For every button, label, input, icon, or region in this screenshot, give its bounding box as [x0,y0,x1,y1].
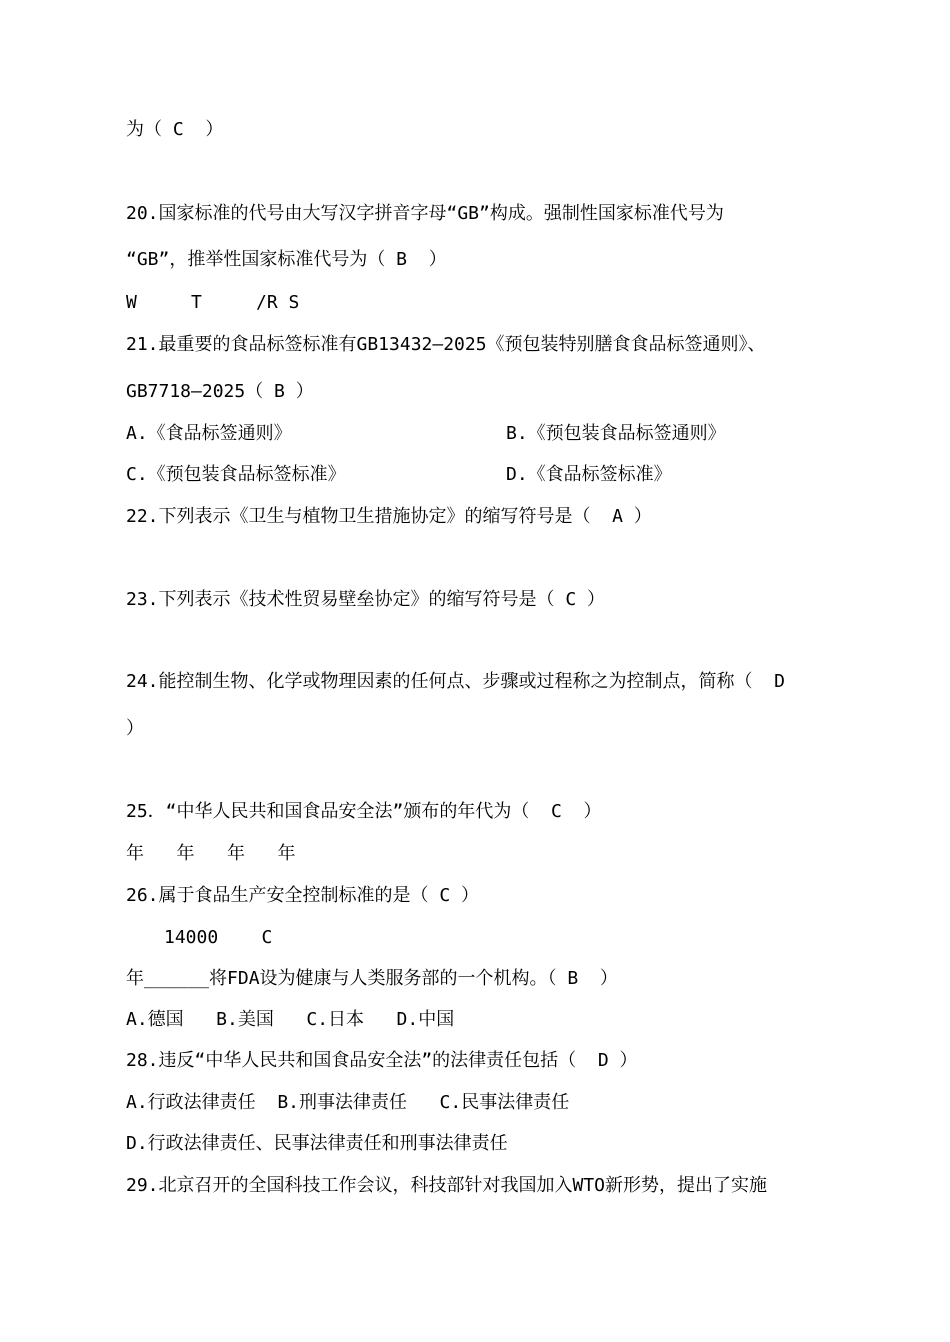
q20-options: W T /R S [126,292,300,313]
q21-option-c: C.《预包装食品标签标准》 [126,464,346,485]
q24-line-2: ） [126,718,144,739]
q25-options: 年 年 年 年 [126,843,296,864]
q26-options: 14000 C [164,927,273,948]
q21-option-d: D.《食品标签标准》 [506,464,672,485]
q21-line-2: GB7718—2025（ B ） [126,381,314,402]
q21-line-1: 21.最重要的食品标签标准有GB13432—2025《预包装特别膳食食品标签通则》、 [126,334,766,355]
q19-answer-line: 为（ C ） [126,119,224,140]
q21-option-a: A.《食品标签通则》 [126,423,292,444]
q24-line-1: 24.能控制生物、化学或物理因素的任何点、步骤或过程称之为控制点，简称（ D [126,671,786,692]
q26-line: 26.属于食品生产安全控制标准的是（ C ） [126,885,480,906]
q28-option-d: D.行政法律责任、民事法律责任和刑事法律责任 [126,1133,508,1154]
q29-line: 29.北京召开的全国科技工作会议，科技部针对我国加入WTO新形势，提出了实施 [126,1175,768,1196]
q20-line-2: “GB”，推举性国家标准代号为（ B ） [126,249,447,270]
q27-line: 年______将FDA设为健康与人类服务部的一个机构。（ B ） [126,968,618,989]
q28-options-abc: A.行政法律责任 B.刑事法律责任 C.民事法律责任 [126,1092,570,1113]
q28-line: 28.违反“中华人民共和国食品安全法”的法律责任包括（ D ） [126,1050,638,1071]
q23-line: 23.下列表示《技术性贸易壁垒协定》的缩写符号是（ C ） [126,589,606,610]
q20-line-1: 20.国家标准的代号由大写汉字拼音字母“GB”构成。强制性国家标准代号为 [126,203,724,224]
q25-line: 25．“中华人民共和国食品安全法”颁布的年代为（ C ） [126,801,602,822]
q27-options: A.德国 B.美国 C.日本 D.中国 [126,1009,455,1030]
q21-option-b: B.《预包装食品标签通则》 [506,423,726,444]
q22-line: 22.下列表示《卫生与植物卫生措施协定》的缩写符号是（ A ） [126,506,652,527]
